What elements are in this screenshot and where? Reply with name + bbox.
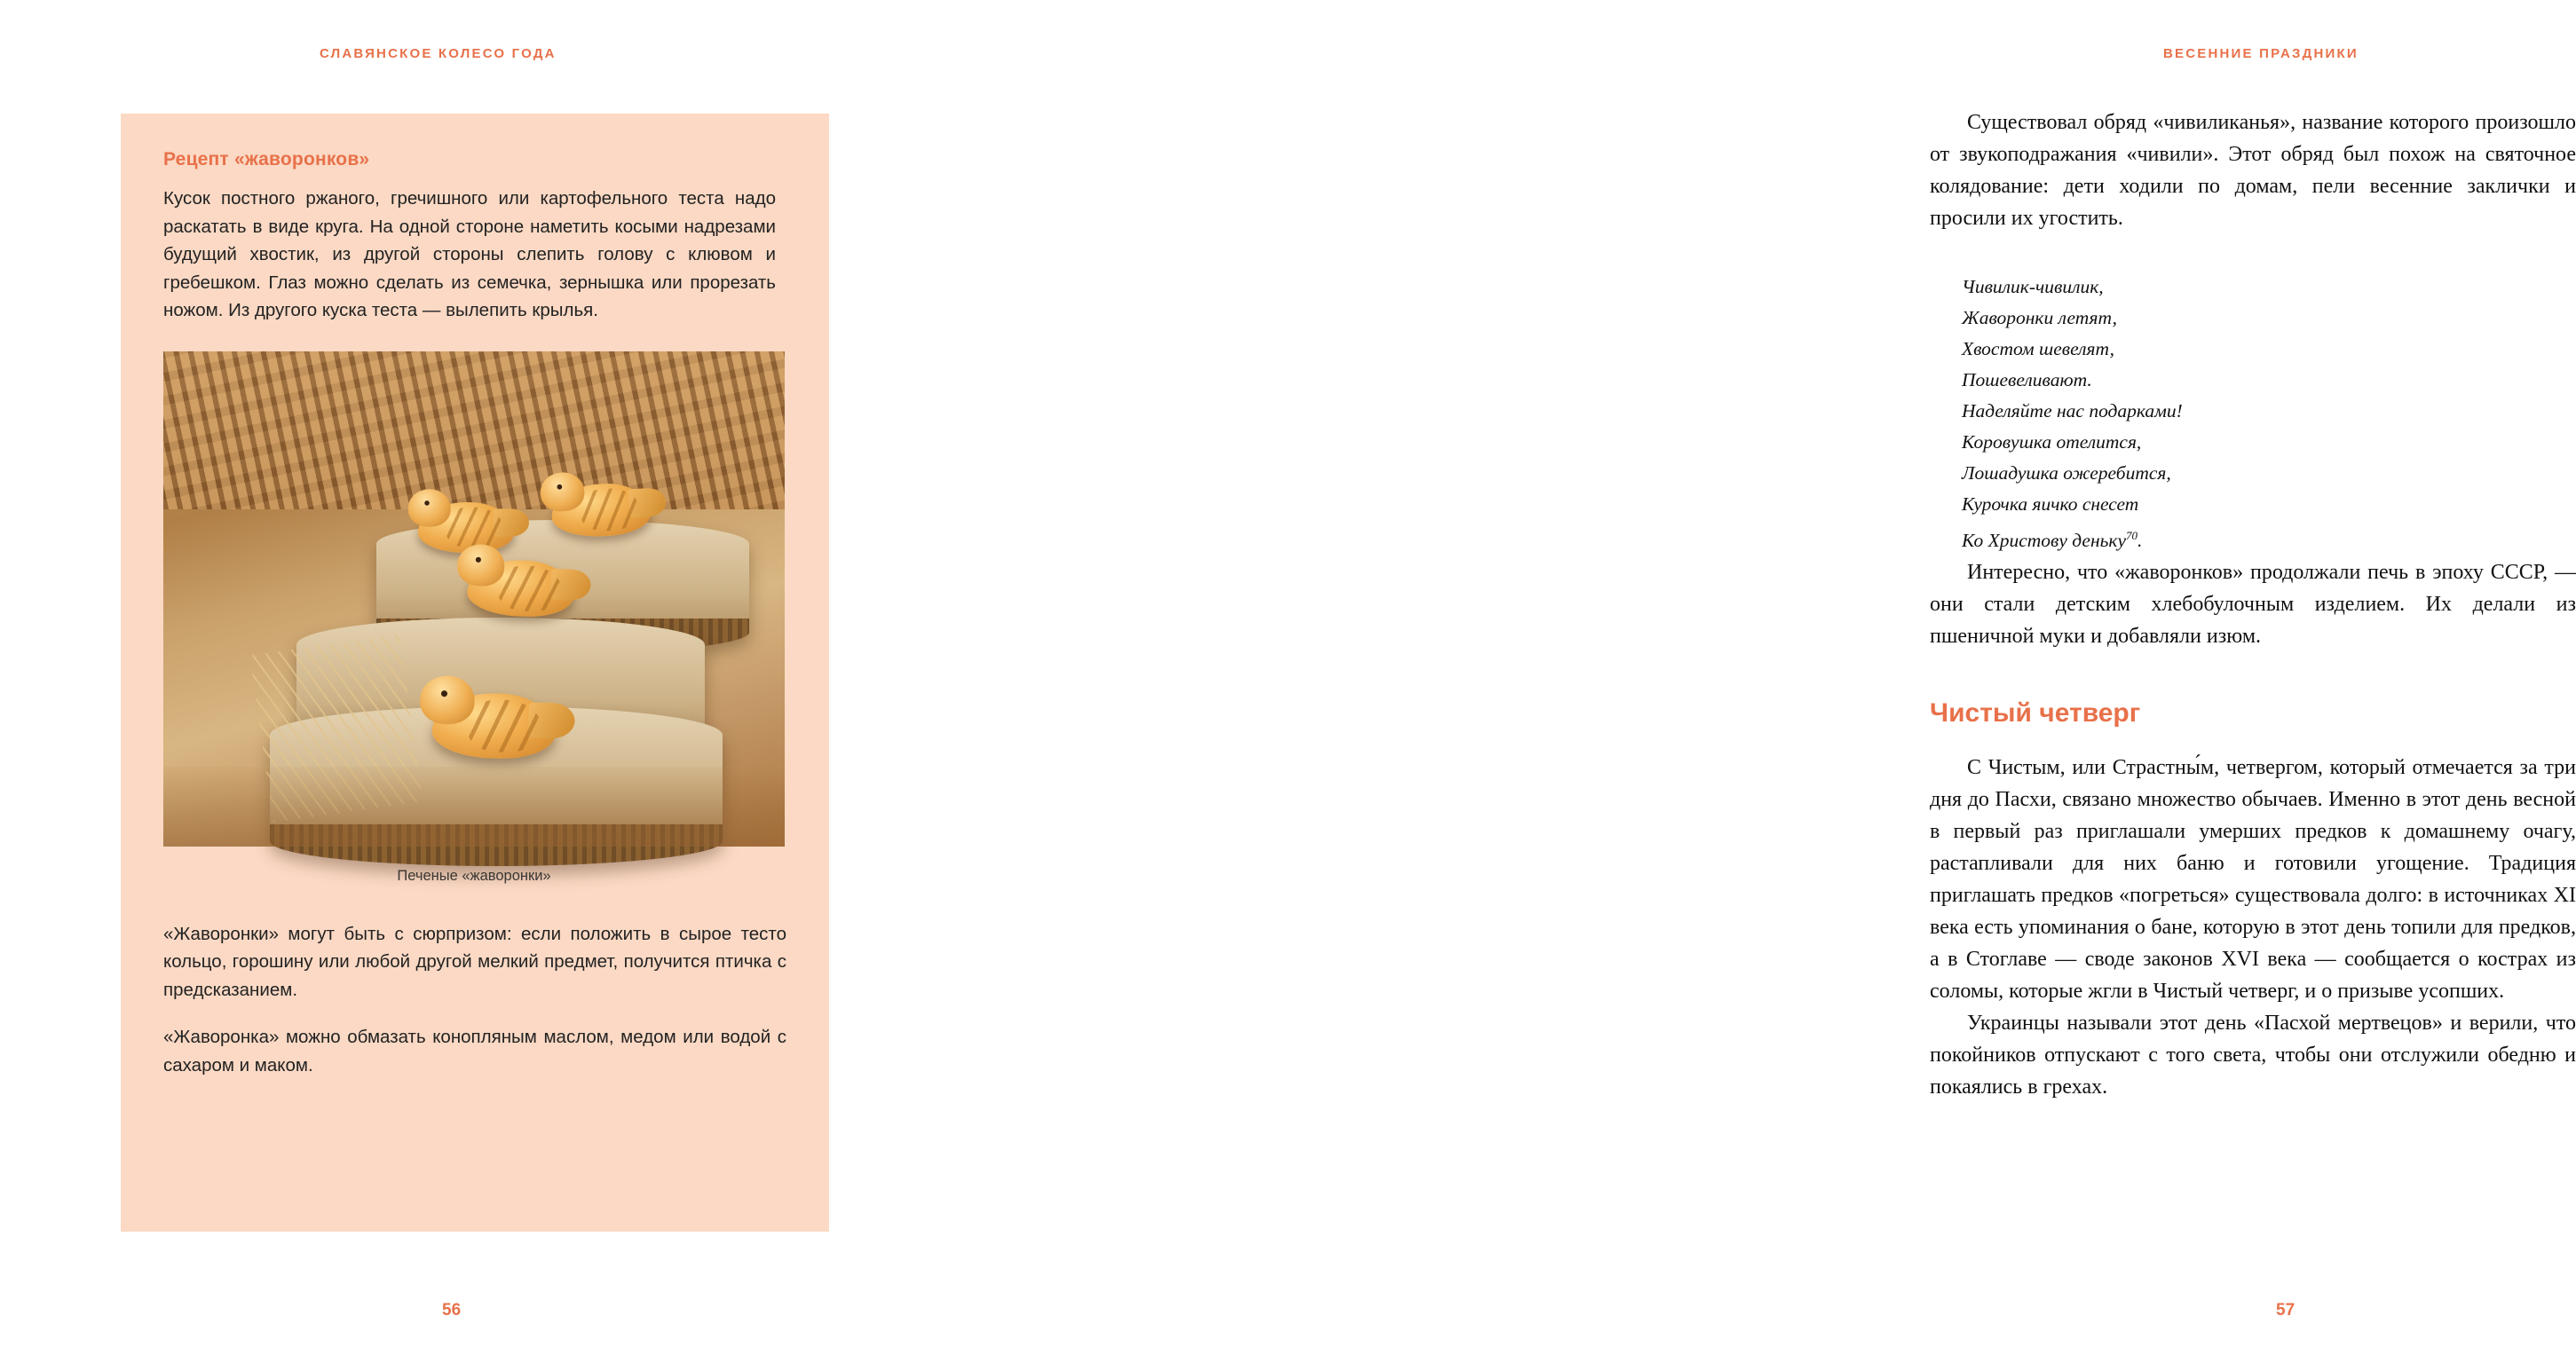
recipe-sidebox [121,114,829,1232]
verse-line-text: Ко Христову деньку [1962,530,2127,552]
recipe-photo-figure [163,351,785,885]
verse-line: Лошадушка ожеребится, [1962,462,2171,484]
recipe-title: Рецепт «жаворонков» [163,149,370,169]
photo-caption: Печеные «жаворонки» [397,867,551,884]
verse-line-final [1962,520,2576,556]
footnote-marker: 70 [2126,529,2138,542]
lark-pastry [538,465,668,544]
verse-line: Пошевеливают. [1962,369,2092,390]
verse-line: Жаворонки летят, [1962,307,2117,328]
paragraph-ussr: Интересно, что «жаворонков» продолжали печь в эпоху СССР, — они стали детским хлебобулочным изделием. Их делали из пшеничной муки и добавляли изюм. [1930,561,2576,649]
recipe-notes [163,920,786,1080]
recipe-note-2: «Жаворонка» можно обмазать конопляным маслом, медом или водой с сахаром и маком. [163,1027,786,1075]
page-number-left: 56 [442,1301,462,1320]
paragraph-clean-thursday-1: С Чистым, или Страстны́м, четвергом, который отмечается за три дня до Пасхи, связано множество обычаев. Именно в этот день весной в первый раз приглашали умерших предков к домашнему очагу, растапливали для них баню и готовили угощение. Традиция приглашать предков «погреться» существовала долго: в источниках XI века есть упоминания о бане, которую в этот день топили для предков, а в Стоглаве — своде законов XVI века — сообщается о кострах из соломы, которые жгли в Чистый четверг, и о призыве усопших. [1930,756,2576,1004]
running-head-left: СЛАВЯНСКОЕ КОЛЕСО ГОДА [320,46,557,61]
wicker-basket [163,351,785,509]
paragraph-chivilikanye: Существовал обряд «чивиликанья», название которого произошло от звукоподражания «чивили». Этот обряд был похож на святочное колядование: дети ходили по домам, пели весенние заклички и просили их угостить. [1930,111,2576,230]
verse-line: Наделяйте нас подарками! [1962,400,2183,422]
table-surface [163,767,785,847]
verse-line: Курочка яичко снесет [1962,493,2139,515]
baked-larks-photo [163,351,785,847]
verse-line: Хвостом шевелят, [1962,338,2114,359]
page-number-right: 57 [2276,1301,2295,1320]
verse-line: Коровушка отелится, [1962,431,2142,453]
recipe-note-1: «Жаворонки» могут быть с сюрпризом: если положить в сырое тесто кольцо, горошину или любой другой мелкий предмет, получится птичка с предсказанием. [163,923,786,1000]
lark-pastry [454,541,592,624]
section-title-clean-thursday: Чистый четверг [1930,698,2141,729]
verse-final-punct: . [2137,530,2143,552]
lark-pastry [417,673,576,766]
right-page [909,0,2576,1363]
paragraph-clean-thursday-2: Украинцы называли этот день «Пасхой мертвецов» и верили, что покойников отпускают с того света, чтобы они отслужили обедню и покаялись в грехах. [1930,1012,2576,1099]
verse-line: Чивилик-чивилик, [1962,276,2104,297]
recipe-body-text: Кусок постного ржаного, гречишного или картофельного теста надо раскатать в виде круга. На одной стороне наметить косыми надрезами будущий хвостик, из другой стороны слепить голову с клювом и гребешком. Глаз можно сделать из семечка, зернышка или прорезать ножом. Из другого куска теста — вылепить крылья. [163,188,776,320]
left-page [0,0,909,1363]
right-text-column [1930,106,2576,1103]
running-head-right: ВЕСЕННИЕ ПРАЗДНИКИ [2163,46,2359,61]
folk-verse [1962,272,2576,556]
